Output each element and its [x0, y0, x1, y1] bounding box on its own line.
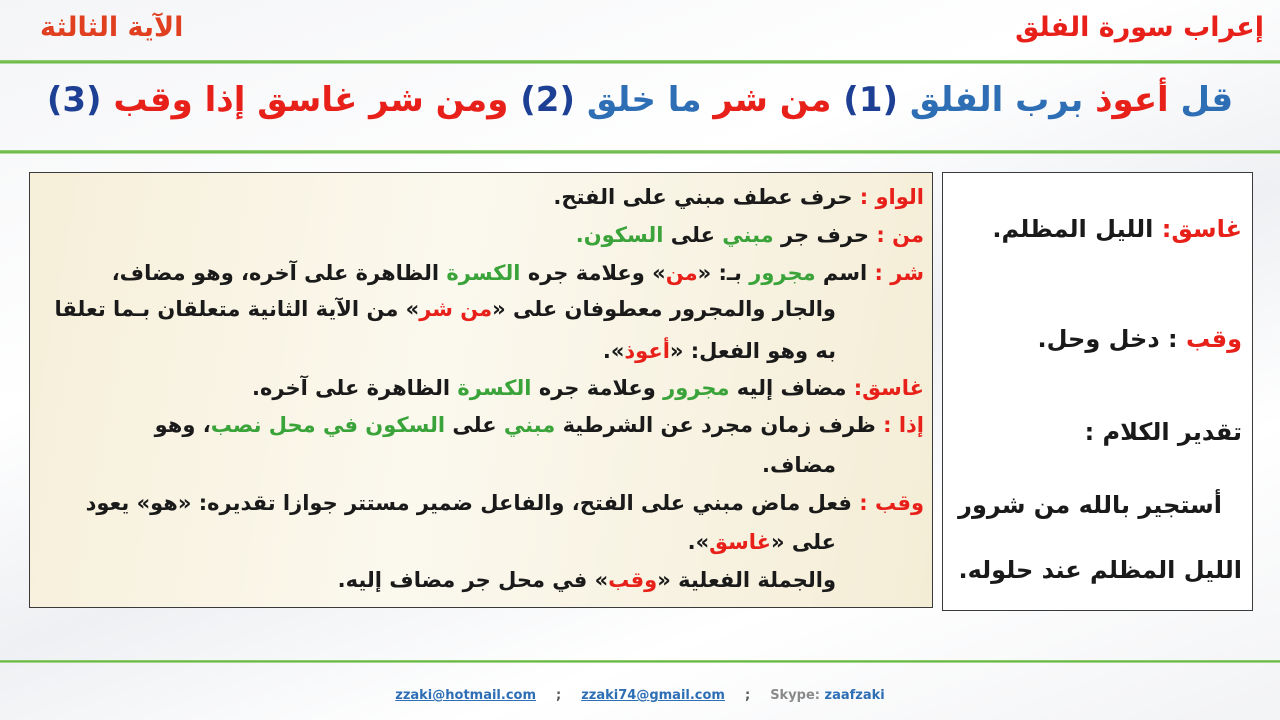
analysis-segment: غاسق [709, 530, 771, 554]
analysis-segment: على [663, 223, 723, 247]
analysis-segment: مبني [722, 223, 774, 247]
ghasiq-term: غاسق: [1161, 215, 1242, 243]
analysis-line [155, 413, 924, 437]
analysis-segment: السكون. [575, 223, 664, 247]
analysis-line [338, 568, 836, 592]
top-divider [0, 60, 1280, 64]
analysis-segment: مجرور [663, 376, 730, 400]
verse-line [0, 80, 1280, 120]
analysis-segment: وعلامة جره [531, 376, 664, 400]
analysis-segment: من : [869, 223, 924, 247]
analysis-line [112, 261, 924, 285]
analysis-segment: الكسرة [457, 376, 532, 400]
analysis-segment: مبني [503, 413, 556, 437]
analysis-segment: مضاف. [762, 453, 836, 477]
analysis-line [762, 453, 836, 477]
slide-title: إعراب سورة الفلق [1015, 12, 1264, 43]
analysis-segment: اسم [815, 261, 868, 285]
analysis-segment: فعل ماض مبني على الفتح، والفاعل ضمير مستتر جوازا تقديره: «هو» يعود [85, 491, 852, 515]
analysis-segment: » في محل جر مضاف إليه. [337, 568, 609, 592]
analysis-segment: والجملة الفعلية « [657, 568, 836, 592]
analysis-line [54, 297, 836, 321]
analysis-segment: أعوذ [624, 339, 670, 363]
analysis-segment: غاسق: [846, 376, 924, 400]
waqab-term: وقب [1185, 325, 1242, 353]
contact-footer [0, 688, 1280, 703]
analysis-segment: ظرف زمان مجرد عن الشرطية [555, 413, 876, 437]
waqab-meaning [1038, 325, 1243, 353]
analysis-segment: مجرور [749, 261, 816, 285]
analysis-segment: السكون في محل نصب [210, 413, 446, 437]
analysis-segment: الواو : [852, 185, 924, 209]
analysis-line [576, 223, 924, 247]
analysis-segment: ». [687, 530, 710, 554]
bottom-divider [0, 660, 1280, 663]
verse-number-subtitle: الآية الثالثة [40, 12, 184, 43]
verse-segment: (1) [831, 80, 899, 120]
analysis-segment: الكسرة [446, 261, 521, 285]
verse-segment: ما خلق [574, 80, 702, 120]
waqab-definition: : دخل وحل. [1037, 325, 1186, 353]
analysis-segment: شر : [867, 261, 924, 285]
analysis-segment: وقب : [851, 491, 924, 515]
analysis-segment: من [665, 261, 698, 285]
ghasiq-definition: الليل المظلم. [992, 215, 1162, 243]
grammar-analysis-box [29, 172, 933, 608]
analysis-line [603, 339, 836, 363]
email-link-hotmail[interactable]: zzaki@hotmail.com [395, 688, 537, 703]
analysis-segment: » من الآية الثانية متعلقان بـما تعلقا [54, 297, 420, 321]
verse-segment: قل [1168, 80, 1234, 120]
verse-segment: إذا وقب [101, 80, 246, 120]
analysis-segment: الظاهرة على آخره. [252, 376, 458, 400]
analysis-segment: به وهو الفعل: « [669, 339, 836, 363]
taqdir-label: تقدير الكلام : [1084, 418, 1242, 446]
analysis-segment: » وعلامة جره [520, 261, 666, 285]
analysis-segment: على [445, 413, 504, 437]
analysis-line [86, 491, 924, 515]
verse-segment: أعوذ [1095, 80, 1169, 120]
taqdir-line-2: الليل المظلم عند حلوله. [958, 556, 1242, 584]
analysis-segment: ، وهو [154, 413, 211, 437]
analysis-line [252, 376, 924, 400]
analysis-segment: على « [770, 530, 836, 554]
analysis-segment: الظاهرة على آخره، وهو مضاف، [111, 261, 447, 285]
analysis-segment: وقب [608, 568, 658, 592]
separator: ; [556, 688, 562, 703]
verse-segment: من شر [701, 80, 832, 120]
verse-segment: غاسق [245, 80, 358, 120]
analysis-line [553, 185, 924, 209]
verse-segment: (3) [46, 80, 102, 120]
verse-segment: (2) [508, 80, 575, 120]
analysis-line [688, 530, 836, 554]
analysis-segment: مضاف إليه [729, 376, 847, 400]
analysis-segment: حرف جر [773, 223, 870, 247]
email-link-gmail[interactable]: zzaki74@gmail.com [581, 688, 725, 703]
verse-divider [0, 150, 1280, 154]
ghasiq-meaning [992, 215, 1242, 243]
verse-segment: برب الفلق [898, 80, 1096, 120]
meaning-box [942, 172, 1253, 611]
analysis-segment: بـ: « [697, 261, 750, 285]
taqdir-line-1: أستجير بالله من شرور [958, 491, 1222, 519]
skype-label: Skype: [770, 688, 820, 703]
separator: ; [744, 688, 751, 703]
analysis-segment: إذا : [875, 413, 924, 437]
verse-segment: ومن شر [357, 80, 509, 120]
analysis-segment: ». [602, 339, 625, 363]
skype-id: zaafzaki [824, 688, 885, 703]
analysis-segment: والجار والمجرور معطوفان على « [492, 297, 836, 321]
analysis-segment: من شر [419, 297, 493, 321]
analysis-segment: حرف عطف مبني على الفتح. [553, 185, 853, 209]
